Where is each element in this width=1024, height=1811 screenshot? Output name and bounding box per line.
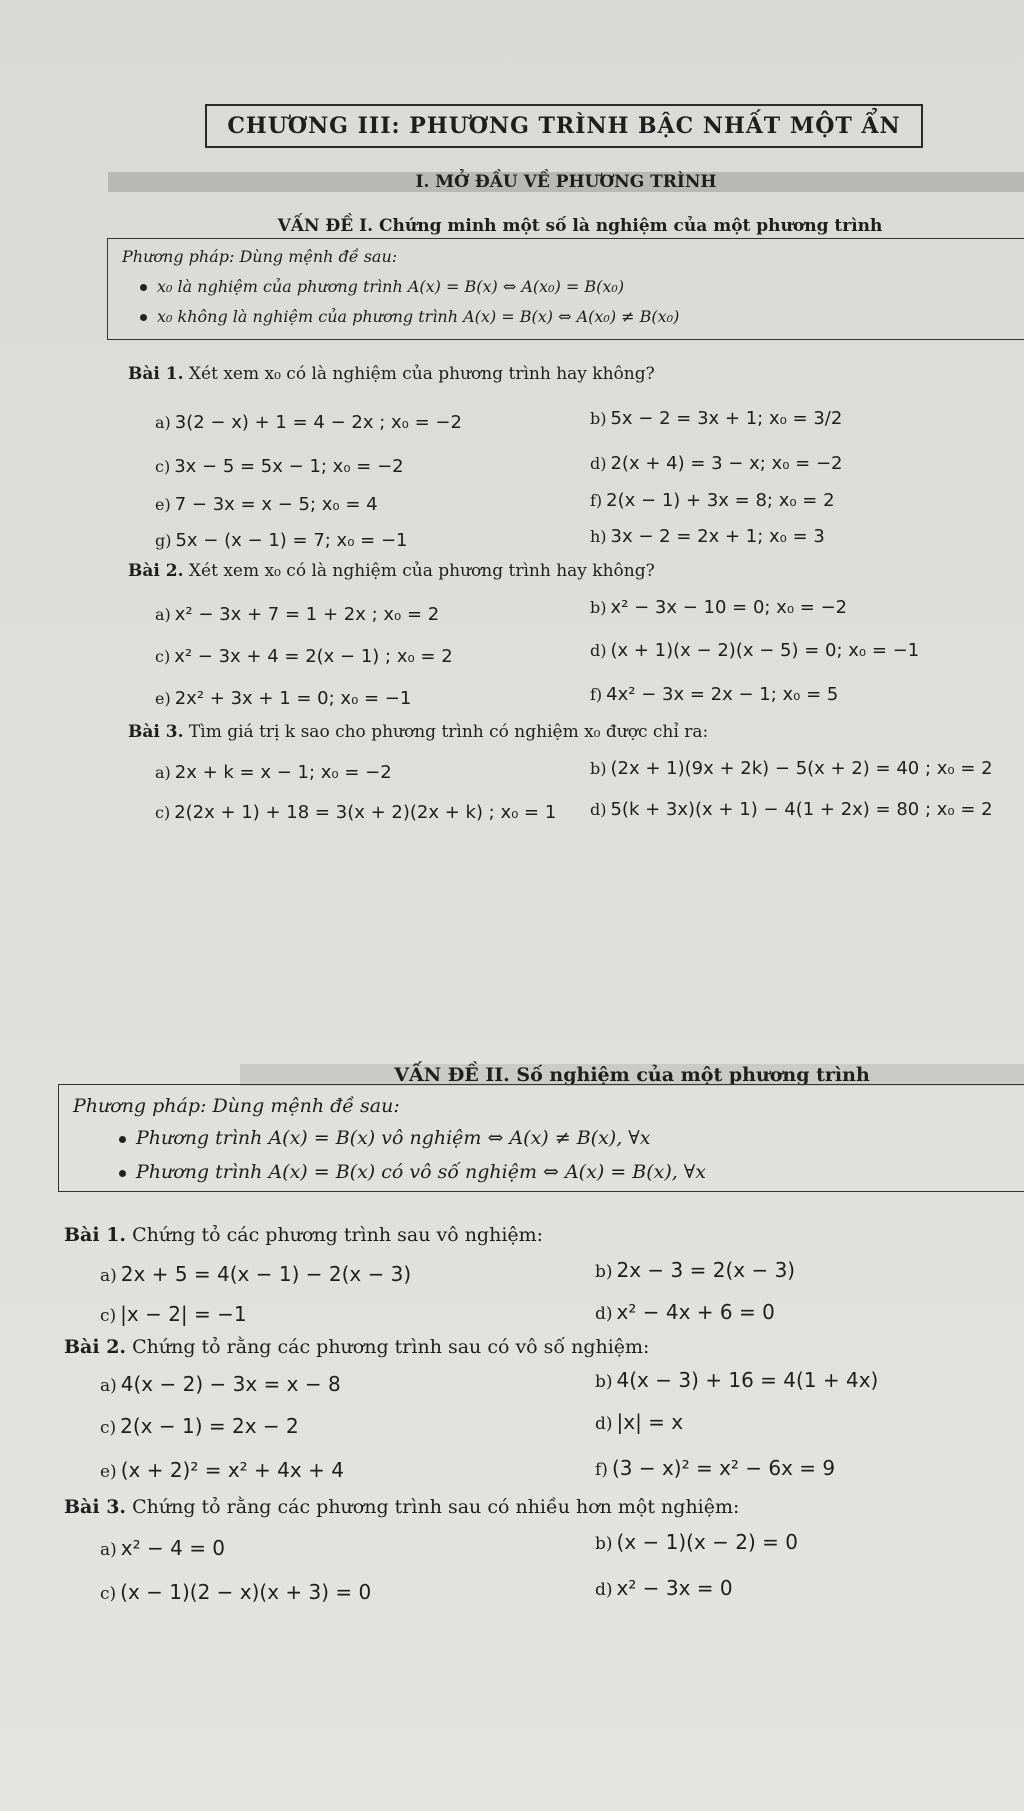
exercise-item: c) 2(2x + 1) + 18 = 3(x + 2)(2x + k) ; x₀ = 1 xyxy=(155,802,557,823)
exercise-item: a) 4(x − 2) − 3x = x − 8 xyxy=(100,1372,341,1396)
exercise-item: f) 4x² − 3x = 2x − 1; x₀ = 5 xyxy=(590,684,839,705)
exercise-heading: Bài 1. Xét xem x₀ có là nghiệm của phương trình hay không? xyxy=(128,364,655,384)
exercise-item: b) 2x − 3 = 2(x − 3) xyxy=(595,1258,796,1282)
exercise-item: c) (x − 1)(2 − x)(x + 3) = 0 xyxy=(100,1580,372,1604)
method-box-2 xyxy=(58,1084,1024,1192)
exercise-item: d) x² − 3x = 0 xyxy=(595,1576,733,1600)
exercise-item: b) 4(x − 3) + 16 = 4(1 + 4x) xyxy=(595,1368,879,1392)
exercise-item: e) 2x² + 3x + 1 = 0; x₀ = −1 xyxy=(155,688,412,709)
method-heading: Phương pháp: Dùng mệnh đề sau: xyxy=(73,1095,400,1117)
exercise-item: e) 7 − 3x = x − 5; x₀ = 4 xyxy=(155,494,378,515)
bullet-icon xyxy=(119,1170,126,1177)
exercise-heading: Bài 3. Chứng tỏ rằng các phương trình sau có nhiều hơn một nghiệm: xyxy=(64,1496,740,1518)
exercise-item: b) x² − 3x − 10 = 0; x₀ = −2 xyxy=(590,597,848,618)
exercise-item: d) 5(k + 3x)(x + 1) − 4(1 + 2x) = 80 ; x₀ = 2 xyxy=(590,799,993,820)
exercise-item: f) 2(x − 1) + 3x = 8; x₀ = 2 xyxy=(590,490,835,511)
exercise-item: a) 3(2 − x) + 1 = 4 − 2x ; x₀ = −2 xyxy=(155,412,462,433)
exercise-heading: Bài 2. Chứng tỏ rằng các phương trình sau có vô số nghiệm: xyxy=(64,1336,650,1358)
chapter-title: CHƯƠNG III: PHƯƠNG TRÌNH BẬC NHẤT MỘT ẨN xyxy=(205,104,923,148)
exercise-heading: Bài 3. Tìm giá trị k sao cho phương trình có nghiệm x₀ được chỉ ra: xyxy=(128,722,709,742)
exercise-item: c) 3x − 5 = 5x − 1; x₀ = −2 xyxy=(155,456,404,477)
exercise-item: a) x² − 3x + 7 = 1 + 2x ; x₀ = 2 xyxy=(155,604,440,625)
bullet-icon xyxy=(119,1136,126,1143)
exercise-item: f) (3 − x)² = x² − 6x = 9 xyxy=(595,1456,836,1480)
method-heading: Phương pháp: Dùng mệnh đề sau: xyxy=(122,247,398,266)
exercise-item: h) 3x − 2 = 2x + 1; x₀ = 3 xyxy=(590,526,825,547)
method-line: Phương trình A(x) = B(x) có vô số nghiệm ⇔ A(x) = B(x), ∀x xyxy=(119,1161,706,1183)
exercise-item: a) x² − 4 = 0 xyxy=(100,1536,226,1560)
bullet-icon xyxy=(140,314,147,321)
method-box-1 xyxy=(107,238,1024,340)
exercise-item: c) x² − 3x + 4 = 2(x − 1) ; x₀ = 2 xyxy=(155,646,453,667)
method-line: x₀ là nghiệm của phương trình A(x) = B(x) ⇔ A(x₀) = B(x₀) xyxy=(140,277,624,296)
bullet-icon xyxy=(140,284,147,291)
exercise-item: d) 2(x + 4) = 3 − x; x₀ = −2 xyxy=(590,453,843,474)
exercise-item: b) (x − 1)(x − 2) = 0 xyxy=(595,1530,798,1554)
exercise-item: a) 2x + k = x − 1; x₀ = −2 xyxy=(155,762,392,783)
problem-2-title: VẤN ĐỀ II. Số nghiệm của một phương trình xyxy=(240,1064,1024,1086)
exercise-item: b) (2x + 1)(9x + 2k) − 5(x + 2) = 40 ; x₀ = 2 xyxy=(590,758,993,779)
exercise-item: a) 2x + 5 = 4(x − 1) − 2(x − 3) xyxy=(100,1262,412,1286)
exercise-heading: Bài 2. Xét xem x₀ có là nghiệm của phương trình hay không? xyxy=(128,561,655,581)
exercise-item: b) 5x − 2 = 3x + 1; x₀ = 3/2 xyxy=(590,408,843,429)
exercise-item: d) |x| = x xyxy=(595,1410,684,1434)
method-line: Phương trình A(x) = B(x) vô nghiệm ⇔ A(x) ≠ B(x), ∀x xyxy=(119,1127,650,1149)
exercise-item: c) |x − 2| = −1 xyxy=(100,1302,247,1326)
exercise-item: d) x² − 4x + 6 = 0 xyxy=(595,1300,775,1324)
exercise-item: d) (x + 1)(x − 2)(x − 5) = 0; x₀ = −1 xyxy=(590,640,920,661)
method-line: x₀ không là nghiệm của phương trình A(x) = B(x) ⇔ A(x₀) ≠ B(x₀) xyxy=(140,307,679,326)
exercise-heading: Bài 1. Chứng tỏ các phương trình sau vô nghiệm: xyxy=(64,1224,544,1246)
exercise-item: c) 2(x − 1) = 2x − 2 xyxy=(100,1414,299,1438)
exercise-item: g) 5x − (x − 1) = 7; x₀ = −1 xyxy=(155,530,408,551)
problem-1-title: VẤN ĐỀ I. Chứng minh một số là nghiệm của một phương trình xyxy=(277,216,883,236)
section-title: I. MỞ ĐẦU VỀ PHƯƠNG TRÌNH xyxy=(108,172,1024,192)
exercise-item: e) (x + 2)² = x² + 4x + 4 xyxy=(100,1458,344,1482)
